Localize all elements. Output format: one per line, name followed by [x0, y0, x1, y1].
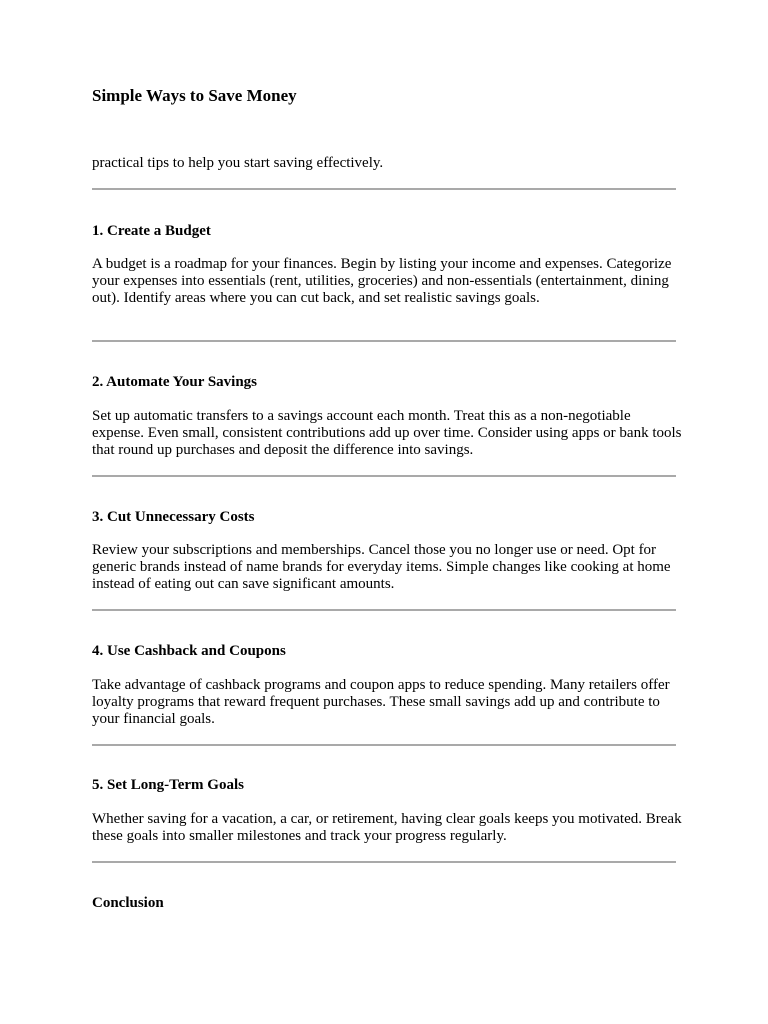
section-body-budget: A budget is a roadmap for your finances. Begin by listing your income and expenses. Categorize your expenses into essentials (rent, utilities, groceries) and non-essentials (entertainment, dining out). Identify areas where you can cut back, and set realistic savings goals. [92, 256, 672, 306]
section-heading-cut-costs: 3. Cut Unnecessary Costs [92, 509, 255, 525]
section-body-cut-costs: Review your subscriptions and memberships. Cancel those you no longer use or need. Opt for generic brands instead of name brands for everyday items. Simple changes like cooking at home instead of eating out can save significant amounts. [92, 542, 671, 592]
section-heading-automate: 2. Automate Your Savings [92, 374, 258, 390]
divider [92, 861, 676, 863]
section-heading-cashback: 4. Use Cashback and Coupons [92, 643, 286, 659]
section-body-goals: Whether saving for a vacation, a car, or retirement, having clear goals keeps you motivated. Break these goals into smaller milestones and track your progress regularly. [92, 811, 682, 844]
page-title: Simple Ways to Save Money [92, 86, 297, 105]
section-heading-budget: 1. Create a Budget [92, 223, 211, 239]
divider [92, 188, 676, 190]
intro-text: practical tips to help you start saving effectively. [92, 155, 384, 171]
divider [92, 475, 676, 477]
section-heading-goals: 5. Set Long-Term Goals [92, 777, 244, 793]
divider [92, 609, 676, 611]
divider [92, 744, 676, 746]
divider [92, 340, 676, 342]
conclusion-heading: Conclusion [92, 895, 164, 911]
section-body-cashback: Take advantage of cashback programs and coupon apps to reduce spending. Many retailers offer loyalty programs that reward frequent purchases. These small savings add up and contribute to your financial goals. [92, 677, 670, 727]
section-body-automate: Set up automatic transfers to a savings account each month. Treat this as a non-negotiable expense. Even small, consistent contributions add up over time. Consider using apps or bank tools that round up purchases and deposit the difference into savings. [92, 408, 682, 458]
